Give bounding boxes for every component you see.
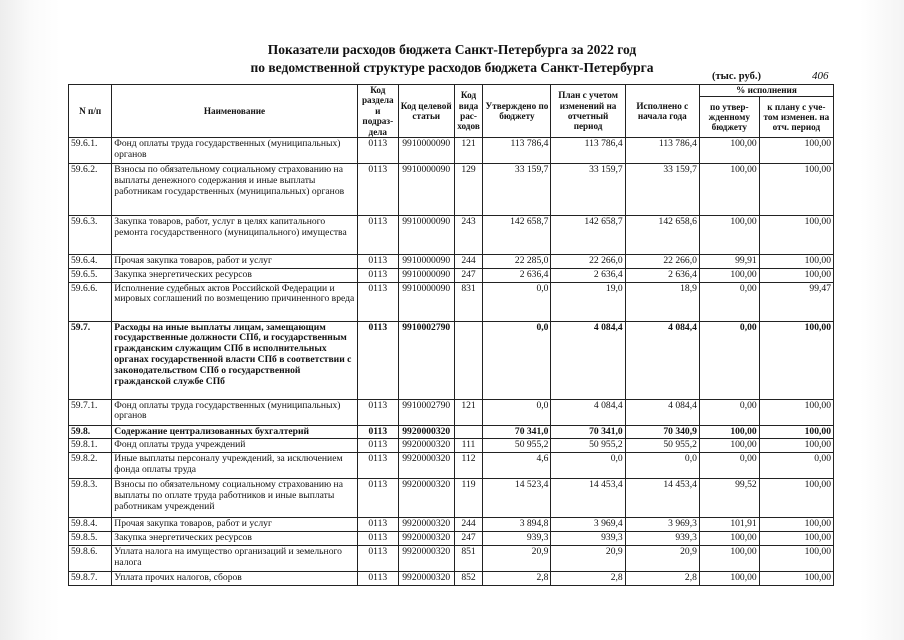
row-name: Содержание централизованных бухгалтерий [112, 425, 357, 439]
row-executed: 113 786,4 [625, 138, 699, 164]
row-name: Взносы по обязательному социальному страхованию на выплаты по оплате труда работников и иные выплаты работникам учреждений [112, 479, 357, 518]
row-number: 59.7.1. [69, 399, 112, 425]
row-approved: 0,0 [483, 321, 551, 399]
header-executed: Исполнено с начала года [625, 85, 699, 138]
row-executed: 22 266,0 [625, 255, 699, 269]
row-name: Закупка товаров, работ, услуг в целях капитального ремонта государственного (муниципального) имущества [112, 216, 357, 255]
row-percent-approved: 100,00 [699, 439, 759, 453]
row-name: Уплата прочих налогов, сборов [112, 571, 357, 585]
row-number: 59.8.2. [69, 453, 112, 479]
row-name: Иные выплаты персоналу учреждений, за исключением фонда оплаты труда [112, 453, 357, 479]
row-percent-approved: 0,00 [699, 321, 759, 399]
header-expense-type-code: Код вида рас-ходов [454, 85, 483, 138]
row-number: 59.6.6. [69, 282, 112, 321]
row-expense-type-code: 111 [454, 439, 483, 453]
row-target-code: 9920000320 [398, 439, 454, 453]
header-plan: План с учетом изменений на отчетный период [551, 85, 625, 138]
row-expense-type-code: 243 [454, 216, 483, 255]
row-percent-plan: 100,00 [759, 138, 833, 164]
row-expense-type-code: 852 [454, 571, 483, 585]
row-target-code: 9910000090 [398, 138, 454, 164]
header-approved: Утверждено по бюджету [483, 85, 551, 138]
row-target-code: 9920000320 [398, 479, 454, 518]
row-approved: 50 955,2 [483, 439, 551, 453]
row-executed: 939,3 [625, 532, 699, 546]
row-section-code: 0113 [357, 453, 398, 479]
row-plan: 33 159,7 [551, 164, 625, 216]
row-percent-approved: 99,91 [699, 255, 759, 269]
row-approved: 113 786,4 [483, 138, 551, 164]
row-section-code: 0113 [357, 571, 398, 585]
row-approved: 14 523,4 [483, 479, 551, 518]
row-executed: 4 084,4 [625, 399, 699, 425]
row-approved: 22 285,0 [483, 255, 551, 269]
row-percent-plan: 100,00 [759, 545, 833, 571]
row-percent-plan: 100,00 [759, 425, 833, 439]
row-plan: 142 658,7 [551, 216, 625, 255]
row-percent-plan: 100,00 [759, 479, 833, 518]
row-number: 59.8.1. [69, 439, 112, 453]
row-approved: 3 894,8 [483, 518, 551, 532]
row-section-code: 0113 [357, 216, 398, 255]
header-execution-percent: % исполнения [699, 85, 833, 97]
table-row [69, 399, 834, 425]
row-expense-type-code: 119 [454, 479, 483, 518]
row-executed: 18,9 [625, 282, 699, 321]
table-row [69, 518, 834, 532]
row-percent-plan: 100,00 [759, 571, 833, 585]
table-row [69, 282, 834, 321]
header-target-code: Код целевой статьи [398, 85, 454, 138]
row-section-code: 0113 [357, 282, 398, 321]
row-section-code: 0113 [357, 268, 398, 282]
row-executed: 142 658,6 [625, 216, 699, 255]
row-plan: 70 341,0 [551, 425, 625, 439]
row-target-code: 9920000320 [398, 518, 454, 532]
row-executed: 3 969,3 [625, 518, 699, 532]
table-body [69, 138, 834, 586]
table-row [69, 571, 834, 585]
table-row [69, 453, 834, 479]
row-plan: 4 084,4 [551, 399, 625, 425]
row-percent-approved: 0,00 [699, 453, 759, 479]
table-row [69, 268, 834, 282]
row-percent-approved: 100,00 [699, 425, 759, 439]
row-percent-approved: 100,00 [699, 571, 759, 585]
row-section-code: 0113 [357, 255, 398, 269]
row-target-code: 9920000320 [398, 571, 454, 585]
header-percent-plan: к плану с уче-том изменен. на отч. период [759, 97, 833, 138]
document-title-line-1: Показатели расходов бюджета Санкт-Петербурга за 2022 год [267, 42, 637, 57]
row-name: Уплата налога на имущество организаций и земельного налога [112, 545, 357, 571]
row-executed: 20,9 [625, 545, 699, 571]
row-expense-type-code: 247 [454, 268, 483, 282]
row-section-code: 0113 [357, 439, 398, 453]
row-target-code: 9910000090 [398, 282, 454, 321]
row-expense-type-code: 851 [454, 545, 483, 571]
row-name: Фонд оплаты труда учреждений [112, 439, 357, 453]
row-executed: 4 084,4 [625, 321, 699, 399]
row-name: Прочая закупка товаров, работ и услуг [112, 518, 357, 532]
row-percent-plan: 100,00 [759, 399, 833, 425]
row-name: Закупка энергетических ресурсов [112, 532, 357, 546]
row-number: 59.6.4. [69, 255, 112, 269]
row-name: Исполнение судебных актов Российской Федерации и мировых соглашений по возмещению причиненного вреда [112, 282, 357, 321]
row-name: Фонд оплаты труда государственных (муниципальных) органов [112, 399, 357, 425]
row-percent-plan: 0,00 [759, 453, 833, 479]
row-plan: 22 266,0 [551, 255, 625, 269]
row-approved: 142 658,7 [483, 216, 551, 255]
row-expense-type-code: 121 [454, 138, 483, 164]
row-approved: 939,3 [483, 532, 551, 546]
row-percent-approved: 100,00 [699, 532, 759, 546]
row-number: 59.8. [69, 425, 112, 439]
row-number: 59.6.5. [69, 268, 112, 282]
table-row [69, 479, 834, 518]
row-percent-approved: 0,00 [699, 282, 759, 321]
row-section-code: 0113 [357, 518, 398, 532]
row-expense-type-code [454, 321, 483, 399]
row-name: Расходы на иные выплаты лицам, замещающим государственные должности СПб, и государственным гражданским служащим СПб в исполнительных органах государственной власти СПб в соответствии с законодательством СПб о государственной гражданской службе СПб [112, 321, 357, 399]
row-percent-approved: 100,00 [699, 164, 759, 216]
header-num: N п/п [69, 85, 112, 138]
row-section-code: 0113 [357, 532, 398, 546]
row-target-code: 9920000320 [398, 532, 454, 546]
row-executed: 0,0 [625, 453, 699, 479]
row-approved: 4,6 [483, 453, 551, 479]
row-plan: 20,9 [551, 545, 625, 571]
row-target-code: 9910002790 [398, 399, 454, 425]
table-row [69, 545, 834, 571]
row-expense-type-code: 244 [454, 518, 483, 532]
row-target-code: 9910000090 [398, 268, 454, 282]
row-number: 59.8.5. [69, 532, 112, 546]
units-note: (тыс. руб.) [712, 71, 761, 82]
row-executed: 2 636,4 [625, 268, 699, 282]
row-name: Фонд оплаты труда государственных (муниципальных) органов [112, 138, 357, 164]
row-name: Закупка энергетических ресурсов [112, 268, 357, 282]
row-percent-approved: 100,00 [699, 545, 759, 571]
row-percent-approved: 100,00 [699, 216, 759, 255]
row-plan: 2 636,4 [551, 268, 625, 282]
header-percent-approved: по утвер-жденному бюджету [699, 97, 759, 138]
row-percent-plan: 100,00 [759, 532, 833, 546]
row-number: 59.8.4. [69, 518, 112, 532]
row-section-code: 0113 [357, 399, 398, 425]
row-plan: 3 969,4 [551, 518, 625, 532]
row-expense-type-code [454, 425, 483, 439]
row-approved: 0,0 [483, 399, 551, 425]
row-percent-plan: 100,00 [759, 268, 833, 282]
row-section-code: 0113 [357, 138, 398, 164]
row-plan: 4 084,4 [551, 321, 625, 399]
row-number: 59.6.3. [69, 216, 112, 255]
row-percent-plan: 100,00 [759, 164, 833, 216]
row-expense-type-code: 112 [454, 453, 483, 479]
row-percent-approved: 99,52 [699, 479, 759, 518]
table-row [69, 425, 834, 439]
table-row [69, 255, 834, 269]
page-number: 406 [812, 70, 829, 82]
row-target-code: 9910000090 [398, 255, 454, 269]
row-percent-plan: 100,00 [759, 518, 833, 532]
row-executed: 50 955,2 [625, 439, 699, 453]
expenditure-table [68, 84, 834, 586]
row-percent-approved: 0,00 [699, 399, 759, 425]
row-plan: 14 453,4 [551, 479, 625, 518]
row-section-code: 0113 [357, 545, 398, 571]
row-approved: 20,9 [483, 545, 551, 571]
row-percent-plan: 100,00 [759, 321, 833, 399]
row-approved: 70 341,0 [483, 425, 551, 439]
row-number: 59.8.6. [69, 545, 112, 571]
header-name: Наименование [112, 85, 357, 138]
table-row [69, 216, 834, 255]
row-plan: 0,0 [551, 453, 625, 479]
row-approved: 33 159,7 [483, 164, 551, 216]
row-approved: 2,8 [483, 571, 551, 585]
row-plan: 19,0 [551, 282, 625, 321]
row-name: Прочая закупка товаров, работ и услуг [112, 255, 357, 269]
document-title-line-2: по ведомственной структуре расходов бюджета Санкт-Петербурга [250, 60, 654, 75]
row-percent-approved: 100,00 [699, 138, 759, 164]
row-expense-type-code: 129 [454, 164, 483, 216]
row-percent-approved: 101,91 [699, 518, 759, 532]
row-number: 59.6.1. [69, 138, 112, 164]
table-row [69, 138, 834, 164]
row-section-code: 0113 [357, 321, 398, 399]
row-executed: 2,8 [625, 571, 699, 585]
row-percent-plan: 99,47 [759, 282, 833, 321]
table-row [69, 321, 834, 399]
row-plan: 50 955,2 [551, 439, 625, 453]
row-expense-type-code: 244 [454, 255, 483, 269]
row-percent-approved: 100,00 [699, 268, 759, 282]
row-target-code: 9910000090 [398, 216, 454, 255]
row-section-code: 0113 [357, 164, 398, 216]
header-section-code: Код раздела и подраз-дела [357, 85, 398, 138]
row-expense-type-code: 247 [454, 532, 483, 546]
row-target-code: 9910000090 [398, 164, 454, 216]
table-row [69, 164, 834, 216]
row-target-code: 9920000320 [398, 545, 454, 571]
row-plan: 113 786,4 [551, 138, 625, 164]
row-percent-plan: 100,00 [759, 216, 833, 255]
row-executed: 14 453,4 [625, 479, 699, 518]
row-executed: 70 340,9 [625, 425, 699, 439]
row-executed: 33 159,7 [625, 164, 699, 216]
row-expense-type-code: 831 [454, 282, 483, 321]
row-target-code: 9910002790 [398, 321, 454, 399]
row-approved: 2 636,4 [483, 268, 551, 282]
row-number: 59.8.7. [69, 571, 112, 585]
row-number: 59.6.2. [69, 164, 112, 216]
row-percent-plan: 100,00 [759, 255, 833, 269]
row-section-code: 0113 [357, 425, 398, 439]
row-number: 59.8.3. [69, 479, 112, 518]
row-target-code: 9920000320 [398, 453, 454, 479]
row-name: Взносы по обязательному социальному страхованию на выплаты денежного содержания и иные выплаты работникам государственных (муниципальных) органов [112, 164, 357, 216]
row-number: 59.7. [69, 321, 112, 399]
row-plan: 939,3 [551, 532, 625, 546]
row-plan: 2,8 [551, 571, 625, 585]
table-row [69, 532, 834, 546]
table-row [69, 439, 834, 453]
row-section-code: 0113 [357, 479, 398, 518]
row-expense-type-code: 121 [454, 399, 483, 425]
row-percent-plan: 100,00 [759, 439, 833, 453]
row-approved: 0,0 [483, 282, 551, 321]
row-target-code: 9920000320 [398, 425, 454, 439]
